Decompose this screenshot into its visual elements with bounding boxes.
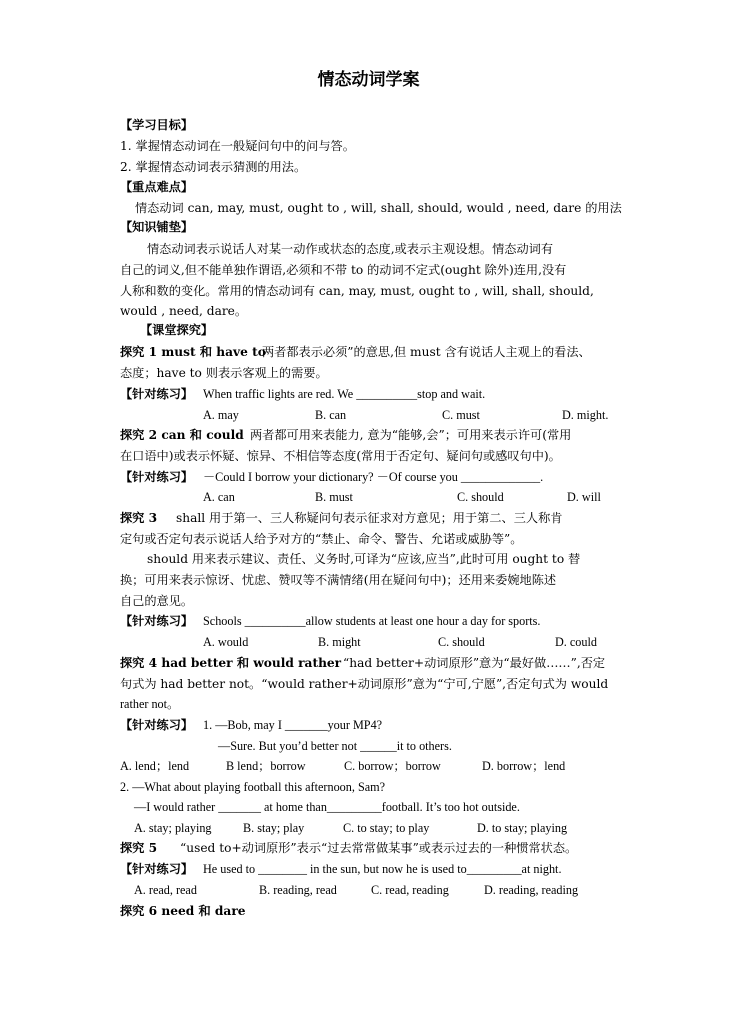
option-d: D. to stay; playing xyxy=(477,821,568,835)
knowledge-line-1: 情态动词表示说话人对某一动作或状态的态度,或表示主观设想。情态动词有 xyxy=(147,242,554,256)
option-c: C. to stay; to play xyxy=(343,821,430,835)
question-1-line-1: 1. —Bob, may I _______your MP4? xyxy=(203,718,383,732)
topic-5-text-1: “used to+动词原形”表示“过去常常做某事”或表示过去的一种惯常状态。 xyxy=(180,841,578,855)
topic-2-text-2: 在口语中)或表示怀疑、惊异、不相信等态度(常用于否定句、疑问句或感叹句中)。 xyxy=(120,449,561,463)
topic-3-text-1: shall 用于第一、三人称疑问句表示征求对方意见；用于第二、三人称肯 xyxy=(176,511,563,525)
question-1-line-2: —Sure. But you’d better not ______it to others. xyxy=(218,739,452,753)
option-c: C. read, reading xyxy=(371,883,449,897)
practice-question: Schools __________allow students at least one hour a day for sports. xyxy=(203,614,541,628)
option-b: B. might xyxy=(318,635,361,649)
option-a: A. would xyxy=(203,635,249,649)
option-a: A. stay; playing xyxy=(134,821,212,835)
topic-3-text-3: should 用来表示建议、责任、义务时,可译为“应该,应当”,此时可用 ought to 替 xyxy=(147,552,581,566)
question-2-line-2: —I would rather _______ at home than_________football. It’s too hot outside. xyxy=(134,800,520,814)
topic-3-text-4: 换；可用来表示惊讶、忧虑、赞叹等不满情绪(用在疑问句中)；还用来委婉地陈述 xyxy=(120,573,557,587)
practice-question: When traffic lights are red. We __________stop and wait. xyxy=(203,387,486,401)
option-b: B. can xyxy=(315,408,347,422)
topic-4-label: 探究 4 had better 和 would rather xyxy=(120,656,342,670)
topic-3-text-5: 自己的意见。 xyxy=(120,594,194,608)
option-b: B. must xyxy=(315,490,353,504)
goal-1: 1. 掌握情态动词在一般疑问句中的问与答。 xyxy=(120,139,355,153)
option-c: C. borrow；borrow xyxy=(344,759,441,773)
option-d: D. borrow；lend xyxy=(482,759,566,773)
practice-label: 【针对练习】 xyxy=(120,387,194,401)
class-heading: 【课堂探究】 xyxy=(140,323,214,337)
practice-label: 【针对练习】 xyxy=(120,614,194,628)
practice-label: 【针对练习】 xyxy=(120,862,194,876)
topic-3-label: 探究 3 xyxy=(120,511,158,525)
topic-4-text-1: “had better+动词原形”意为“最好做……”,否定 xyxy=(343,656,606,670)
knowledge-heading: 【知识铺垫】 xyxy=(120,220,194,234)
option-a: A. may xyxy=(203,408,239,422)
key-heading: 【重点难点】 xyxy=(120,180,194,194)
option-c: C. should xyxy=(438,635,485,649)
option-c: C. must xyxy=(442,408,480,422)
option-b: B. stay; play xyxy=(243,821,305,835)
page-title: 情态动词学案 xyxy=(317,70,420,90)
option-c: C. should xyxy=(457,490,504,504)
practice-question: －Could I borrow your dictionary? －Of course you _____________. xyxy=(203,470,544,484)
goal-2: 2. 掌握情态动词表示猜测的用法。 xyxy=(120,160,307,174)
goals-heading: 【学习目标】 xyxy=(120,118,194,132)
question-2-line-1: 2. —What about playing football this afternoon, Sam? xyxy=(120,780,386,794)
topic-4-text-2: 句式为 had better not。“would rather+动词原形”意为“宁可,宁愿”,否定句式为 would xyxy=(120,677,609,691)
option-a: A. read, read xyxy=(134,883,197,897)
topic-4-text-3: rather not。 xyxy=(120,697,180,711)
topic-1-label: 探究 1 must 和 have to xyxy=(120,345,266,359)
key-line: 情态动词 can, may, must, ought to , will, shall, should, would , need, dare 的用法 xyxy=(135,201,622,215)
topic-6-label: 探究 6 need 和 dare xyxy=(120,904,246,918)
topic-3-text-2: 定句或否定句表示说话人给予对方的“禁止、命令、警告、允诺或威胁等”。 xyxy=(120,532,523,546)
practice-question: He used to ________ in the sun, but now he is used to_________at night. xyxy=(203,862,562,876)
knowledge-line-4: would , need, dare。 xyxy=(120,304,248,318)
option-a: A. lend；lend xyxy=(120,759,190,773)
option-d: D. could xyxy=(555,635,597,649)
option-b: B. reading, read xyxy=(259,883,337,897)
knowledge-line-3: 人称和数的变化。常用的情态动词有 can, may, must, ought to , will, shall, should, xyxy=(120,284,594,298)
topic-5-label: 探究 5 xyxy=(120,841,158,855)
option-a: A. can xyxy=(203,490,235,504)
topic-2-text-1: 两者都可用来表能力, 意为“能够,会”；可用来表示许可(常用 xyxy=(250,428,572,442)
topic-1-text-2: 态度；have to 则表示客观上的需要。 xyxy=(120,366,328,380)
practice-label: 【针对练习】 xyxy=(120,718,194,732)
option-d: D. reading, reading xyxy=(484,883,579,897)
option-d: D. will xyxy=(567,490,601,504)
topic-1-text-1: 两者都表示必须”的意思,但 must 含有说话人主观上的看法、 xyxy=(262,345,591,359)
topic-2-label: 探究 2 can 和 could xyxy=(120,428,244,442)
knowledge-line-2: 自己的词义,但不能单独作谓语,必须和不带 to 的动词不定式(ought 除外)连用,没有 xyxy=(120,263,567,277)
option-d: D. might. xyxy=(562,408,609,422)
practice-label: 【针对练习】 xyxy=(120,470,194,484)
option-b: B lend；borrow xyxy=(226,759,306,773)
